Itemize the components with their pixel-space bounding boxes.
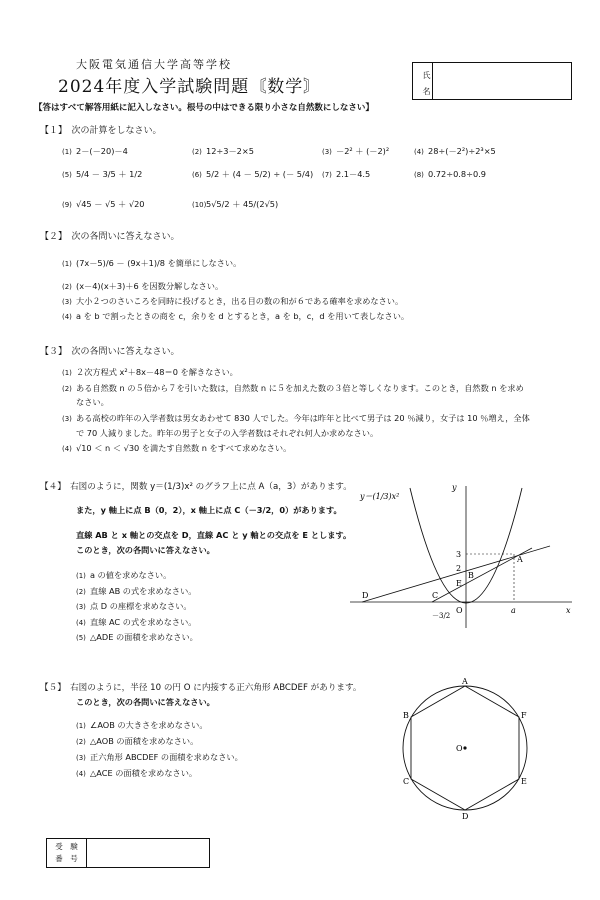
hex-D: D [462, 812, 469, 820]
q5-4: (4) △ACE の面積を求めなさい。 [76, 768, 198, 778]
q5-2: (2) △AOB の面積を求めなさい。 [76, 736, 199, 746]
q1-3: (3) －2² ＋ (－2)² [322, 146, 390, 156]
q3-3: (3) ある高校の昨年の入学者数は男女あわせて 830 人でした。今年は昨年と比べて男子は 20 ％減り，女子は 10 ％増え，全体 [62, 413, 530, 423]
s4-line4: このとき，次の各問いに答えなさい。 [76, 545, 215, 555]
q1-9: (9) √45 － √5 ＋ √20 [62, 199, 145, 209]
section-3-heading: 【３】 次の各問いに答えなさい。 [40, 347, 180, 357]
q1-4: (4) 28÷(－2²)÷2³×5 [414, 146, 496, 156]
q2-4: (4) a を b で割ったときの商を c，余りを d とするとき，a を b，c，d を用いて表しなさい。 [62, 311, 410, 321]
q4-1: (1) a の値を求めなさい。 [76, 570, 172, 580]
q1-8: (8) 0.72÷0.8÷0.9 [414, 169, 486, 179]
fig-D: D [362, 591, 369, 600]
section-5-heading: 【５】 右図のように，半径 10 の円 O に内接する正六角形 ABCDEF があります。 [40, 683, 362, 693]
section-4-heading: 【４】 右図のように，関数 y＝(1/3)x² のグラフ上に点 A（a，3）があります。 [40, 482, 352, 492]
q4-4: (4) 直線 AC の式を求めなさい。 [76, 617, 197, 627]
s4-line3: 直線 AB と x 軸との交点を D，直線 AC と y 軸との交点を E とします。 [76, 530, 352, 540]
q1-6: (6) 5/2 ＋ (4 － 5/2) ÷ (－ 5/4) [192, 169, 314, 179]
notice: 【答はすべて解答用紙に記入しなさい。根号の中はできる限り小さな自然数にしなさい】 [34, 103, 374, 113]
fig-2: 2 [456, 564, 462, 573]
s4-line2: また，y 軸上に点 B（0，2），x 軸上に点 C（－3/2，0）があります。 [76, 505, 342, 515]
fig-eq: y＝(1/3)x² [360, 492, 400, 501]
hexagon-figure [395, 678, 535, 820]
q3-4: (4) √10 ＜ n ＜ √30 を満たす自然数 n をすべて求めなさい。 [62, 443, 292, 453]
q3-3-cont: で 70 人減りました。昨年の男子と女子の入学者数はそれぞれ何人か求めなさい。 [76, 428, 379, 438]
q1-7: (7) 2.1－4.5 [322, 169, 371, 179]
q3-2-cont: なさい。 [76, 397, 109, 407]
q1-2: (2) 12÷3－2×5 [192, 146, 254, 156]
q3-1: (1) ２次方程式 x²＋8x－48＝0 を解きなさい。 [62, 367, 238, 377]
section-2-heading: 【２】 次の各問いに答えなさい。 [40, 232, 180, 242]
fig-B: B [468, 571, 474, 580]
hex-B: B [403, 711, 409, 720]
q2-3: (3) 大小２つのさいころを同時に投げるとき，出る目の数の和が６である確率を求めなさい。 [62, 296, 404, 306]
q1-5: (5) 5/4 － 3/5 ＋ 1/2 [62, 169, 143, 179]
fig-x-label: x [566, 606, 571, 615]
fig-A: A [517, 555, 523, 564]
fig-origin: O [456, 606, 463, 615]
fig-E: E [456, 579, 462, 588]
school-name: 大阪電気通信大学高等学校 [76, 58, 232, 71]
hex-O: O [456, 744, 463, 753]
hex-E: E [521, 777, 527, 786]
hex-C: C [403, 777, 410, 786]
q1-10: (10)5√5/2 ＋ 45/(2√5) [192, 199, 279, 209]
q4-2: (2) 直線 AB の式を求めなさい。 [76, 586, 197, 596]
fig-a: a [511, 606, 516, 615]
q2-2: (2) (x－4)(x＋3)＋6 を因数分解しなさい。 [62, 281, 224, 291]
parabola-figure [340, 478, 580, 638]
name-label: 氏 名 [413, 63, 433, 99]
fig-y-label: y [452, 483, 457, 492]
s5-line2: このとき，次の各問いに答えなさい。 [76, 697, 215, 707]
center-point [463, 746, 466, 749]
fig-C: C [432, 591, 439, 600]
q4-3: (3) 点 D の座標を求めなさい。 [76, 601, 192, 611]
name-box[interactable] [412, 62, 572, 100]
hex-A: A [462, 678, 468, 686]
q5-1: (1) ∠AOB の大きさを求めなさい。 [76, 720, 208, 730]
exam-title: 2024年度入学試験問題〘数学〙 [58, 77, 322, 97]
exam-number-box[interactable] [46, 838, 210, 868]
q3-2: (2) ある自然数 n の５倍から７を引いた数は，自然数 n に５を加えた数の３倍と等しくなります。このとき，自然数 n を求め [62, 383, 524, 393]
q4-5: (5) △ADE の面積を求めなさい。 [76, 632, 198, 642]
q1-1: (1) 2－(－20)－4 [62, 146, 128, 156]
q2-1: (1) (7x－5)/6 － (9x＋1)/8 を簡単にしなさい。 [62, 258, 242, 268]
section-1-heading: 【１】 次の計算をしなさい。 [40, 126, 162, 136]
q5-3: (3) 正六角形 ABCDEF の面積を求めなさい。 [76, 752, 243, 762]
exam-number-label: 受 験 番 号 [47, 839, 87, 867]
fig-3: 3 [456, 550, 462, 559]
fig-cx: －3/2 [432, 612, 451, 620]
hex-F: F [521, 711, 527, 720]
